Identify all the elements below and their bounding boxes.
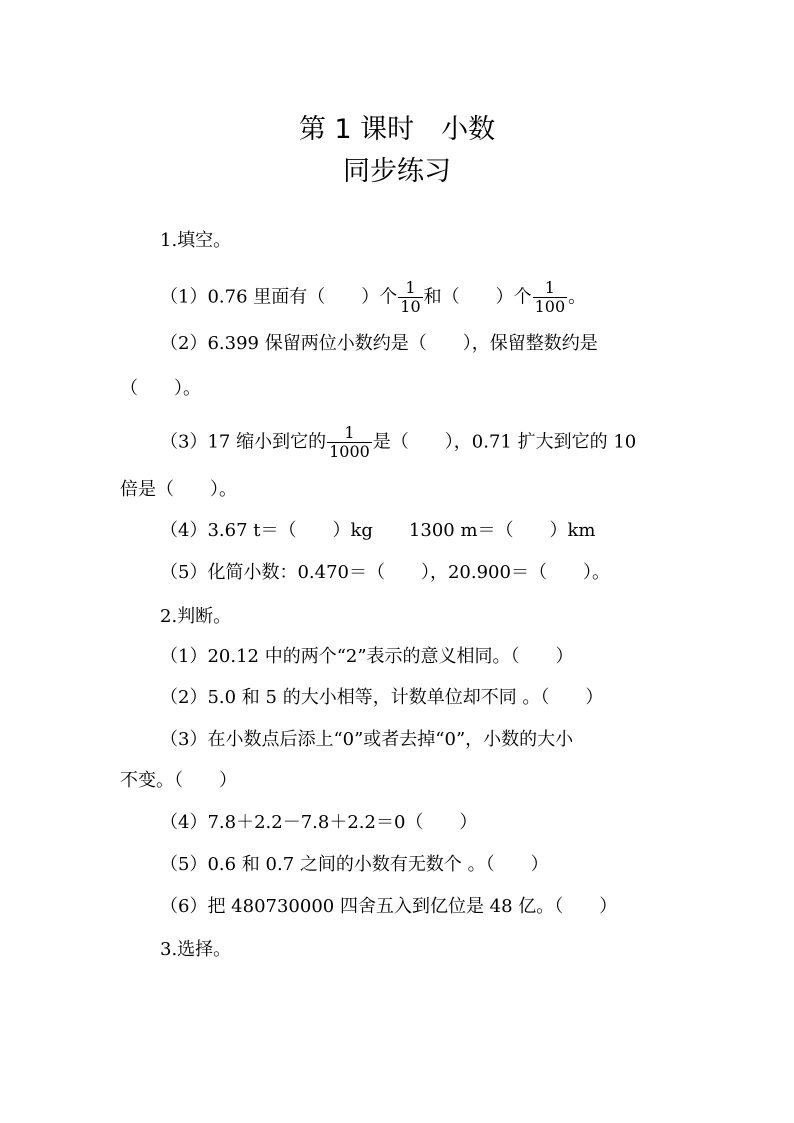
judge-question-3-line1: （3）在小数点后添上“0”或者去掉“0”，小数的大小	[160, 729, 574, 750]
judge-question-2: （2）5.0 和 5 的大小相等，计数单位却不同 。（ ）	[160, 687, 604, 708]
section1-heading: 1.填空。	[160, 230, 232, 251]
section2-heading: 2.判断。	[160, 606, 232, 627]
fill-question-4: （4）3.67 t＝（ ）kg 1300 m＝（ ）km	[160, 520, 596, 541]
q1-text-b: 和（ ）个	[423, 286, 532, 308]
page-title: 第 1 课时 小数	[298, 114, 496, 145]
judge-question-6: （6）把 480730000 四舍五入到亿位是 48 亿。（ ）	[160, 896, 618, 917]
fraction-numerator: 1	[344, 423, 355, 442]
fraction-one-thousandth	[327, 424, 372, 461]
q1-text-a: （1）0.76 里面有（ ）个	[160, 286, 398, 308]
fraction-one-tenth	[398, 279, 422, 316]
q3-text-a: （3）17 缩小到它的	[160, 431, 327, 453]
fraction-numerator: 1	[405, 278, 416, 297]
judge-question-5: （5）0.6 和 0.7 之间的小数有无数个 。（ ）	[160, 854, 549, 875]
section3-heading: 3.选择。	[160, 939, 232, 960]
judge-question-1: （1）20.12 中的两个“2”表示的意义相同。（ ）	[160, 646, 574, 667]
fill-question-3-line2: 倍是（ ）。	[120, 479, 237, 500]
page-subtitle: 同步练习	[343, 156, 451, 187]
fraction-one-hundredth	[533, 279, 568, 316]
fill-question-3	[160, 424, 740, 461]
judge-question-3-line2: 不变。（ ）	[120, 770, 237, 791]
fraction-denominator: 100	[534, 297, 566, 316]
fill-question-1	[160, 279, 740, 316]
q3-text-b: 是（ ），0.71 扩大到它的 10	[372, 431, 637, 453]
fill-question-5: （5）化简小数：0.470＝（ ），20.900＝（ ）。	[160, 562, 610, 583]
q1-text-c: 。	[568, 286, 587, 308]
judge-question-4: （4）7.8＋2.2－7.8＋2.2＝0（ ）	[160, 812, 478, 833]
fill-question-2-line1: （2）6.399 保留两位小数约是（ ），保留整数约是	[160, 333, 598, 354]
fraction-denominator: 10	[400, 297, 421, 316]
fraction-numerator: 1	[544, 278, 555, 297]
fraction-denominator: 1000	[329, 442, 370, 461]
fill-question-2-line2: （ ）。	[120, 378, 201, 399]
